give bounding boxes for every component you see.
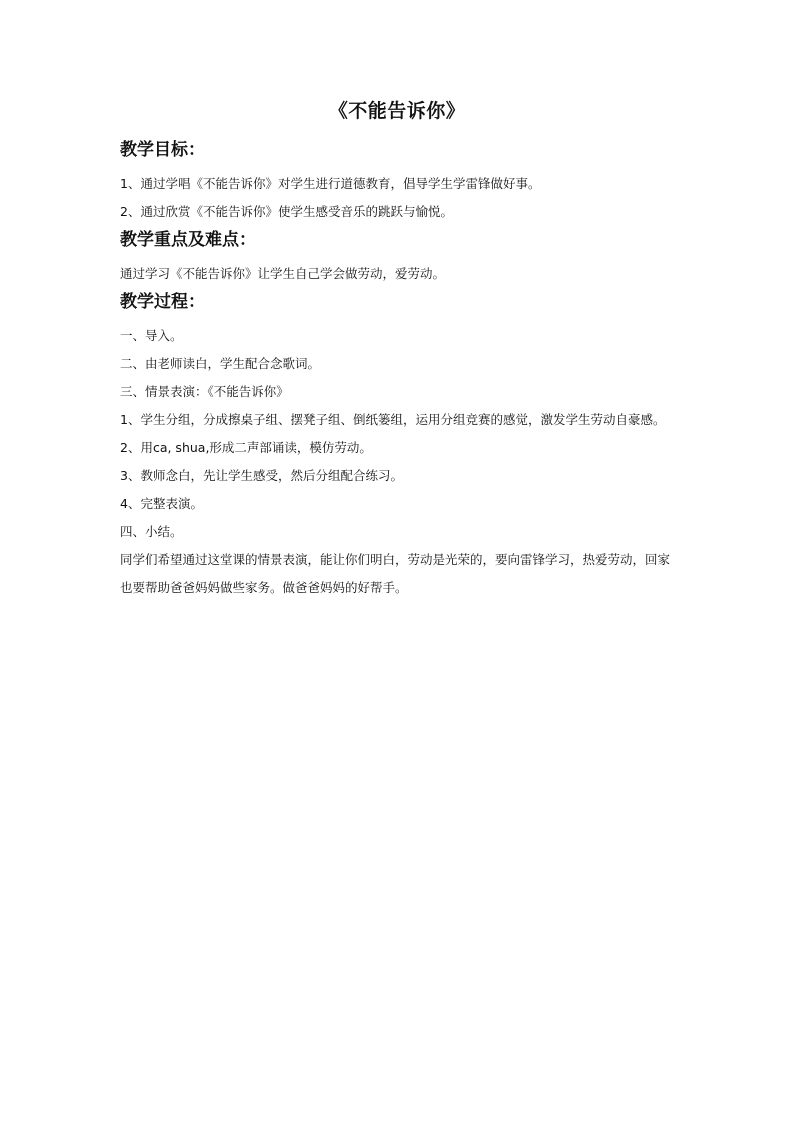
section-heading-teaching-goals: 教学目标：: [120, 140, 205, 160]
process-step: 1、学生分组，分成擦桌子组、摆凳子组、倒纸篓组，运用分组竞赛的感觉，激发学生劳动自豪感。: [120, 412, 666, 427]
goal-item: 2、通过欣赏《不能告诉你》使学生感受音乐的跳跃与愉悦。: [120, 204, 453, 219]
goal-item: 1、通过学唱《不能告诉你》对学生进行道德教育，倡导学生学雷锋做好事。: [120, 176, 541, 191]
process-step: 2、用ca, shua,形成二声部诵读，模仿劳动。: [120, 440, 372, 455]
document-body: [120, 138, 680, 602]
process-step: 4、完整表演。: [120, 496, 203, 511]
process-step: 一、导入。: [120, 328, 183, 343]
process-step: 3、教师念白，先让学生感受，然后分组配合练习。: [120, 468, 403, 483]
process-step: 四、小结。: [120, 524, 183, 539]
document-title: 《不能告诉你》: [328, 100, 466, 122]
process-step: 二、由老师读白，学生配合念歌词。: [120, 356, 321, 371]
process-step: 三、情景表演：《不能告诉你》: [120, 384, 289, 399]
section-heading-teaching-process: 教学过程：: [120, 292, 205, 312]
key-point-text: 通过学习《不能告诉你》让学生自己学会做劳动，爱劳动。: [120, 266, 446, 281]
section-heading-key-points: 教学重点及难点：: [120, 230, 256, 250]
summary-paragraph: 同学们希望通过这堂课的情景表演，能让你们明白，劳动是光荣的，要向雷锋学习，热爱劳动，回家也要帮助爸爸妈妈做些家务。做爸爸妈妈的好帮手。: [120, 552, 671, 595]
